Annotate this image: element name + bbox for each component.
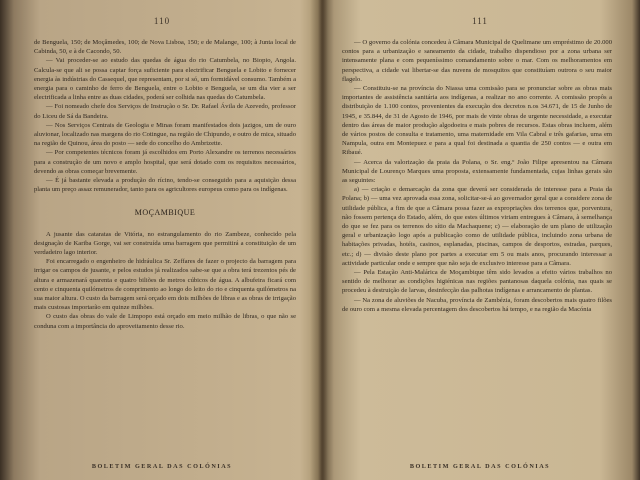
left-page	[8, 0, 316, 480]
text-column	[342, 38, 612, 314]
paragraph: Foi encarregado o engenheiro de hidráulica Sr. Zeffares de fazer o projecto da barragem para irrigar os campos de jusante, e pelos estudos já realizados sabe-se que a obra terá trezentos pés de altura e armazenará quarenta e quatro biliões de metros cúbicos de água. A albufeira ficará com cento e cinquenta quilómetros de comprimento ao longo do leito do rio e cinquenta quilómetros na sua maior altura. O custo da barragem será orçado em dois milhões de libras e as obras de irrigação mais custosas importarão em quinze milhões.	[34, 258, 297, 312]
text-column	[34, 38, 296, 331]
paragraph: — Nos Serviços Centrais de Geologia e Minas foram manifestados dois jazigos, um de ouro aluvionar, localizado nas margens do rio Cotingue, na região de Chipundo, e outro de mica, situado na região de Quinou, área do posto — sede do concelho do Ambrizette.	[34, 121, 297, 148]
section-title: MOÇAMBIQUE	[134, 208, 196, 218]
paragraph: A jusante das cataratas de Vitória, no estrangulamento do rio Zambeze, conhecido pela designação de Kariba Gorge, vai ser construída uma barragem que permitirá a constituição de um verdadeiro lago interior.	[34, 230, 296, 257]
paragraph: — Por competentes técnicos foram já escolhidos em Porto Alexandre os terrenos necessários para a construção de um novo e amplo hospital, que será dotado com os requisitos necessários, devendo as obras começar brevemente.	[34, 149, 296, 175]
right-page	[330, 0, 630, 480]
page-number: 110	[153, 16, 171, 26]
paragraph: — Constituiu-se na província do Niassa uma comissão para se pronunciar sobre as obras mais importantes de assistência sanitária aos indígenas, a realizar no ano corrente. A comissão propôs a distribuição de 1.100 contos, provenientes da execução dos decretos n.os 34.671, de 15 de Junho de 1945, e 35.844, de 31 de Agosto de 1946, por mais de vinte obras de urgente necessidade, a executar dentro das áreas de maior produção algodoeira e mais pobres de recursos. Estas obras incluem, além de vários postos de consulta e tratamento, uma maternidade em Vila Cabral e três gafarias, uma em Nampula, outra em Montepuez e para a qual foi destinada a quantia de 250 contos — e outra em Ribaué.	[342, 85, 612, 157]
paragraph: — Vai proceder-se ao estudo das quedas de água do rio Catumbela, no Biopio, Angola. Calcula-se que ali se possa captar força suficiente para electrificar Benguela e Lobito e fornecer energia às indústrias do Cassequel, que representam, por si só, um formidável consumo. Também a energia para o caminho de ferro de Benguela, entre o Lobito e Benguela, se um dia vier a ser electrificada a linha entre as duas cidades, poderá ser colhida nas quedas do Catumbela.	[34, 57, 296, 102]
paragraph: — O governo da colónia concedeu à Câmara Municipal de Quelimane um empréstimo de 20.000 contos para a urbanização e saneamento da cidade, trabalho dispendioso por a zona urbana ser intensamente plana e com pequeníssimo comandamento sobre o mar. Com os melhoramentos em perspectiva, a cidade vai libertar-se das nuvens de mosquitos que constituíam outrora o seu maior flagelo.	[342, 39, 612, 83]
paragraph: — Foi nomeado chefe dos Serviços de Instrução o Sr. Dr. Rafael Ávila de Azevedo, professor do Liceu de Sá da Bandeira.	[34, 103, 296, 120]
paragraph: a) — criação e demarcação da zona que deverá ser considerada de interesse para a Praia da Polana; b) — uma vez aprovada essa zona, solicitar-se-á ao governador geral que a considere zona de utilidade pública, a fim de que a Câmara possa fazer as expropriações dos terrenos que, porventura, não fossem pertença do Estado, além, do que estes últimos viriam entregues à Câmara, à semelhança do que se fez para os terrenos do sítio da Machaquene; c) — elaboração de um plano de utilização geral e urbanização logo após a publicação como de utilidade pública, incluindo zona urbana de habitações privadas, hotéis, casinos, esplanadas, piscinas, campos de desportos, estradas, parques, etc.; d) — divisão deste plano por partes a executar em 5 ou mais anos, procurando interessar a actividade particular onde e sempre que não seja de exclusivo interesse para a Câmara.	[342, 186, 612, 267]
paragraph: O custo das obras do vale de Limpopo está orçado em meio milhão de libras, o que não se conduna com a importância do aproveitamento desse rio.	[34, 313, 296, 330]
running-footer: BOLETIM GERAL DAS COLÓNIAS	[409, 463, 551, 470]
paragraph: — É já bastante elevada a produção do rícino, tendo-se conseguido para a aquisição dessa planta um preço assaz remunerador, tanto para os agricultores europeus como para os indígenas.	[34, 177, 296, 194]
paragraph: — Pela Estação Anti-Malárica de Moçambique têm sido levados a efeito vários trabalhos no sentido de melhorar as condições higiénicas nas regiões pantanosas daquela colónia, nas quais se procedeu à destruição de larvas, desinfecção das palhotas indígenas e arrancamento de plantas.	[342, 269, 612, 295]
running-footer: BOLETIM GERAL DAS COLÓNIAS	[91, 463, 233, 470]
paragraph: — Acerca da valorização da praia da Polana, o Sr. eng.º João Filipe apresentou na Câmara Municipal de Lourenço Marques uma proposta, extensamente fundamentada, cujas linhas gerais são as seguintes:	[342, 158, 612, 185]
paragraph: de Benguela, 150; de Moçâmedes, 100; de Nova Lisboa, 150; e de Malange, 100; à Junta local de Cabinda, 50, e à de Cacondo, 50.	[34, 39, 296, 56]
page-number: 111	[472, 16, 488, 26]
paragraph: — Na zona de aluviões de Nacuba, província de Zambézia, foram descobertos mais quatro filões de ouro com a mesma elevada percentagem dos descobertos há tempo, e na região da Macónia	[342, 296, 612, 313]
